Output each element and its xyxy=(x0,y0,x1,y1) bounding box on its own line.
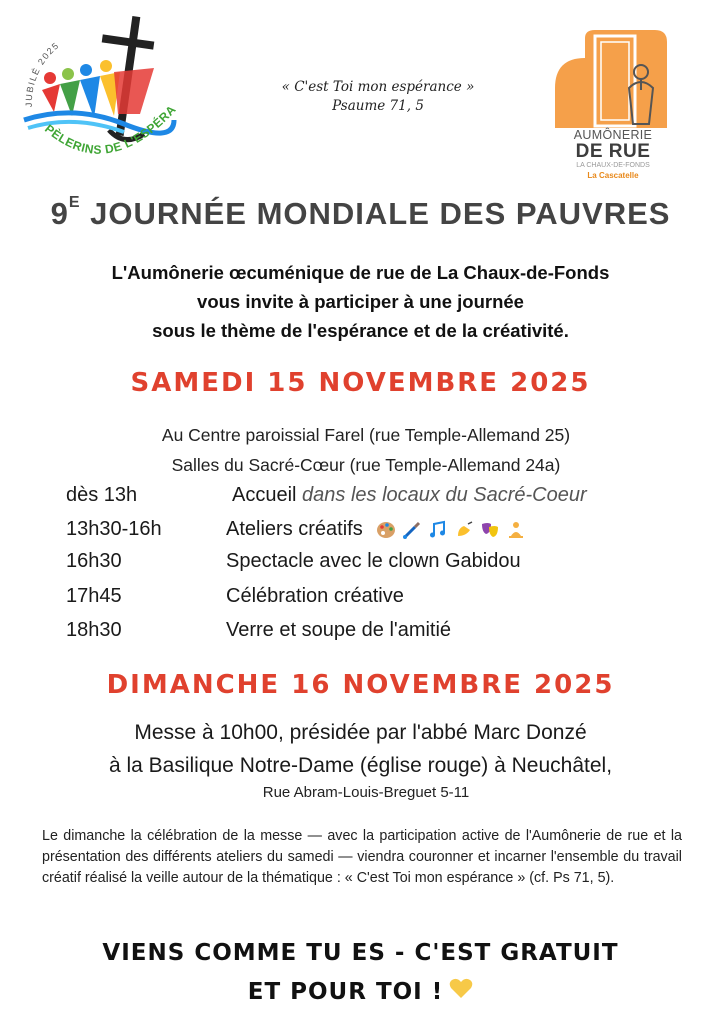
schedule-time: 16h30 xyxy=(66,550,122,572)
saturday-venue xyxy=(0,420,721,480)
aumonerie-line3: LA CHAUX-DE-FONDS xyxy=(576,162,650,169)
mass-line1: Messe à 10h00, présidée par l'abbé Marc Donzé xyxy=(134,721,587,744)
schedule-note: dans les locaux du Sacré-Coeur xyxy=(302,484,587,506)
schedule-activity: Célébration créative xyxy=(226,585,404,607)
aumonerie-line2: DE RUE xyxy=(575,141,651,162)
meditation-icon xyxy=(506,520,526,540)
page-title xyxy=(0,196,721,232)
schedule-time: 13h30-16h xyxy=(66,518,162,540)
aumonerie-de-rue-logo xyxy=(545,28,693,180)
schedule-activity: Ateliers créatifs xyxy=(226,518,363,540)
aumonerie-line1: AUMÔNERIE xyxy=(573,128,653,142)
music-notes-icon xyxy=(428,520,448,540)
mass-address: Rue Abram-Louis-Breguet 5-11 xyxy=(262,784,470,801)
schedule-time: dès 13h xyxy=(66,484,138,506)
quote-text: « C'est Toi mon espérance » xyxy=(281,79,475,95)
jubile-caption: PÈLERINS DE L'ESPÉRA xyxy=(42,102,179,157)
closing-slogan xyxy=(0,934,721,1012)
sunday-mass xyxy=(0,716,721,782)
schedule-activity: Verre et soupe de l'amitié xyxy=(226,619,452,641)
writing-hand-icon xyxy=(454,520,474,540)
schedule-time: 18h30 xyxy=(66,619,122,641)
title-ordinal: 9 xyxy=(50,196,69,231)
jubile-arc-text: JUBILÉ 2025 xyxy=(23,39,62,108)
closing-line2: ET POUR TOI ! xyxy=(247,979,444,1005)
saturday-heading: SAMEDI 15 NOVEMBRE 2025 xyxy=(130,368,591,398)
intro-line1: L'Aumônerie œcuménique de rue de La Chaux-de-Fonds xyxy=(111,262,610,283)
venue-line2: Salles du Sacré-Cœur (rue Temple-Allemand 24a) xyxy=(171,455,561,475)
intro-line3: sous le thème de l'espérance et de la créativité. xyxy=(152,320,569,341)
quote-reference: Psaume 71, 5 xyxy=(332,98,424,114)
title-ordinal-sup: E xyxy=(68,194,81,211)
paintbrush-icon xyxy=(402,520,422,540)
intro-text xyxy=(0,258,721,345)
jubile-2025-logo xyxy=(14,12,204,172)
fountain-icon xyxy=(545,28,693,128)
schedule-time: 17h45 xyxy=(66,585,122,607)
venue-line1: Au Centre paroissial Farel (rue Temple-Allemand 25) xyxy=(161,425,571,445)
intro-line2: vous invite à participer à une journée xyxy=(197,291,524,312)
schedule-activity: Spectacle avec le clown Gabidou xyxy=(226,550,521,572)
mass-line2: à la Basilique Notre-Dame (église rouge) à Neuchâtel, xyxy=(108,754,613,777)
theater-masks-icon xyxy=(480,520,500,540)
quote xyxy=(258,78,498,116)
yellow-heart-icon xyxy=(449,977,473,999)
description-paragraph: Le dimanche la célébration de la messe — avec la participation active de l'Aumônerie de rue et la présentation des différents ateliers du samedi — viendra couronner et incarner l'ensemble du travail créatif réalisé la veille autour de la thématique : « C'est Toi mon espérance » (cf. Ps 71, 5). xyxy=(42,828,682,886)
palette-icon xyxy=(376,520,396,540)
title-text: JOURNÉE MONDIALE DES PAUVRES xyxy=(80,196,671,231)
schedule-activity: Accueil xyxy=(232,484,297,506)
closing-line1: VIENS COMME TU ES - C'EST GRATUIT xyxy=(102,940,619,966)
sunday-heading: DIMANCHE 16 NOVEMBRE 2025 xyxy=(106,670,615,700)
aumonerie-line4: La Cascatelle xyxy=(587,171,639,180)
